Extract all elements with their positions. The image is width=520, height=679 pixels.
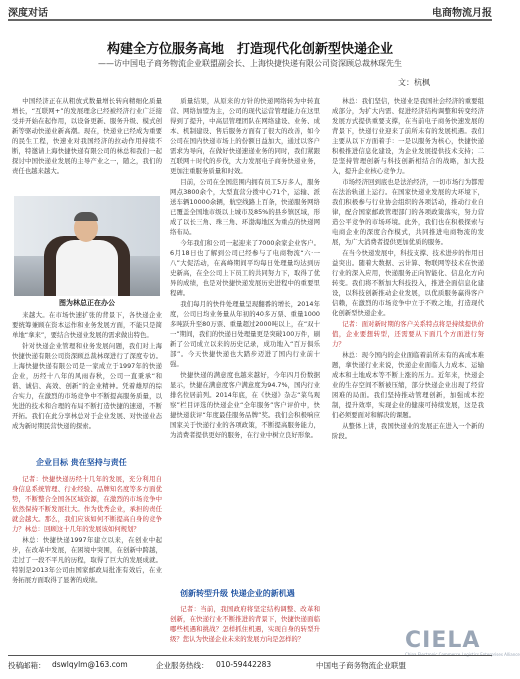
section-label: 深度对话 bbox=[8, 8, 48, 19]
paragraph: 林总：现今国内的企业面临着前所未有的高成本难题，拿快递行业来说，快递企业面临人力成本、运输成本和土地成本等不断上涨的压力。近年来，快递企业的生存空间不断被压缩，部分快递企业出现了经营困难的局面。我们坚持推动管理创新，加强成本控制，提升效率，实现企业的健康可持续发展，这是我们必须要面对和解决的课题。 bbox=[332, 351, 484, 419]
photo-person-hair bbox=[74, 212, 98, 221]
section-heading-1: 企业目标 贵在坚持与责任 bbox=[36, 458, 127, 467]
paragraph: 林总：快捷快递1997年建立以来，在创业中起步，在改革中发展，在困境中突围，在创新中跨越，走过了一段不平凡的历程，取得了巨大的发展成就。特别是2013年公司由国家邮政局批准有效后，在业务拓展方面取得了显著的成绩。 bbox=[12, 536, 162, 584]
column-1-bottom bbox=[12, 474, 162, 586]
sponsor-name: 中国电子商务物流企业联盟 bbox=[316, 661, 406, 670]
paragraph: 我们每月的快件处理量呈现翻番的增长，2014年度，公司日均业务量从年初的40多万票、重量1000多吨跃升至80万票、重量超过2000吨以上，在“双十一”期间，我们的快递日处理量更是突破100万件，刷新了公司成立以来的历史记录，成功地入“百万俱乐部”。今天快捷快递也大踏步迈进了国内行业前十强。 bbox=[170, 300, 320, 368]
paragraph: 从整体上讲，我国快递业的发展正在进入一个新的阶段。 bbox=[332, 422, 484, 440]
column-2-bottom bbox=[170, 604, 320, 645]
portrait-photo bbox=[14, 196, 160, 296]
paragraph: 市场经济回到底也是法治经济，一切市场行为都需在法治轨道上运行。在国家快递业发展的大环境下，我们积极参与行业协会组织的各项活动，推动行业自律，配合国家邮政管理部门的各项政策落实，努力营造公平竞争的市场环境。此外，我们也在积极探索与电商企业的深度合作模式，共同推进电商物流的发展，为广大消费者提供更加优质的服务。 bbox=[332, 178, 484, 246]
watermark-text: China Electronic Commerce Logistics Enterprises Alliance bbox=[405, 652, 520, 657]
article-author: 文：杭枫 bbox=[398, 78, 430, 87]
paragraph: 今年我们和公司一起迎来了7000余家企业客户。6月18日也了解到公司已经参与了电商物流“六·一八”大促活动，在高峰期间平均每日处理量均达到历史新高，在全公司上下员工的共同努力下，取得了优异的成绩，也是对快捷快递发展历史进程中的重要里程碑。 bbox=[170, 239, 320, 297]
paragraph: 林总：我们坚信，快递业是我国社会经济的重要组成部分，为扩大内需、促进经济结构调整和转变经济发展方式提供重要支撑，在当前电子商务快速发展的背景下，快递行业迎来了前所未有的发展机遇。我们主要从以下方面着手：一是以服务为核心，快捷快递积极推进信息化建设，为企业发展提供技术支持；二是坚持管理创新与科技创新相结合的战略，加大投入，提升企业核心竞争力。 bbox=[332, 97, 484, 175]
paragraph: 针对快递企业管理和业务发展问题，我们对上海快捷快递有限公司资深顾总裁林琛进行了深度专访。上海快捷快递有限公司是一家成立于1997年的快递企业，历经十八年的风雨春秋，公司一直秉承“和谐、诚信、高效、创新”的企业精神。凭着雄厚的综合实力，在激烈的市场竞争中不断提高服务质量，以先进的技术和合理的布局不断打造快捷的速递，不断开拓。我们在此分享林总对于企业发展、对快递业态成为新时期民营快递的探索。 bbox=[12, 342, 162, 430]
header-rule bbox=[8, 19, 492, 21]
column-1-top bbox=[12, 96, 162, 177]
magazine-name: 电商物流月报 bbox=[432, 8, 492, 19]
email-label: 投稿邮箱： bbox=[8, 661, 46, 670]
paragraph-question: 记者：当前，我国政府将坚定结构调整、改革和创新，在快递行业不断推进的背景下，快捷快递面临哪些机遇和挑战？怎样抓住机遇，实现自身的转型升级？您认为快递企业未来的发展方向是怎样的？ bbox=[170, 605, 320, 643]
phone-number: 010-59442283 bbox=[216, 660, 272, 669]
paragraph: 在当今快递发展中，科技支撑、技术进步的作用日益突出。随着大数据、云计算、物联网等技术在快递行业的深入应用，快递服务正向智能化、信息化方向转变。我们将不断加大科技投入，推进全面信息化建设，以科技创新推动企业发展，以优质服务赢得客户信赖，在激烈的市场竞争中立于不败之地，打造现代化创新型快递企业。 bbox=[332, 249, 484, 317]
paragraph: 质量结果，从原来的方针的快递网络转为中转直营、网络加盟为主，公司的现代运营管理能力在这里得到了提升，中高层管理团队在网络建设、业务、成本、机制建设、售后服务方面有了很大的改善，如今公司在国内快递市场上的份额日益加大，通过以客户需求为导向，在做好快递速递业务的同时，我们紧跟互联网＋时代的步伐，大力发展电子商务快递业务，更加注重服务质量和时效。 bbox=[170, 97, 320, 175]
paragraph-question: 记者：快捷快递历经十几年的发展，充分利用自身信息系统管理、行业经验、品牌知名度等多方面优势，不断整合全国各区域资源，在激烈的市场竞争中依然保持不断发展壮大。作为优秀企业，承担的责任就会越大。那么，我们应该如何不断提高自身的竞争力？林总：回顾这十几年的发展该如何规划？ bbox=[12, 475, 162, 533]
column-1-middle bbox=[12, 310, 162, 432]
phone-label: 企业服务热线： bbox=[156, 661, 209, 670]
watermark-logo: CIELA bbox=[405, 628, 481, 653]
paragraph: 快捷快递的满意度也越来越好，今年四月份数据显示，快捷在满意度客户满意度为94.7%，国内行业排名位居前列。2014年底，在《快递》杂志“菜鸟观察”栏目评选的快递企业“全年服务”客户评价中，快捷快递获评“年度最佳服务品牌”奖。我们会积极响应国家关于快递行业的各项政策，不断提高服务能力，为消费者提供更好的服务，在行业中树立良好形象。 bbox=[170, 371, 320, 439]
paragraph: 来越大。在市场快速扩张的背景下，各快递企业要统筹兼顾在资本运作和业务发展方面，不能只是简单地“拿来”，要结合快递业发展的需求做出特色。 bbox=[12, 311, 162, 339]
column-3 bbox=[332, 96, 484, 442]
section-heading-2: 创新转型升级 快递企业的新机遇 bbox=[180, 589, 295, 598]
paragraph: 中国经济正在从粗放式数量增长转向精细化质量增长，“互联网+”的发展理念已经被经济行业广泛接受并开始在起作用，以设备更新、服务升级、模式创新等驱动快递业新高潮。现在，快递业已经成为重要的民生工程，快速业对我国经济的拉动作用持续不断，特邀请上海快捷快递有限公司的林总和我们一起探讨中国快递业发展的主导产业之一，随之，我们的责任也越来越大。 bbox=[12, 97, 162, 175]
paragraph: 目前，公司在全国范围内拥有员工5万多人，服务网点3800余个，大型直营分拨中心71个，运输、派送车辆10000余辆，航空线路上百条，快递服务网络已覆盖全国地市级以上城市及85%的县乡镇区域，形成了以长三角、珠三角、环渤海地区为重点的快递网络布局。 bbox=[170, 178, 320, 236]
page-header bbox=[8, 4, 492, 20]
column-2-top bbox=[170, 96, 320, 441]
photo-person-body bbox=[56, 240, 118, 296]
article-subtitle: ——访中国电子商务物流企业联盟副会长、上海快捷快递有限公司资深顾总裁林琛先生 bbox=[98, 59, 402, 68]
page-footer bbox=[8, 655, 492, 674]
email-link[interactable]: dswlqylm@163.com bbox=[52, 660, 128, 669]
paragraph-question: 记者：面对新时期的客户关系特点将是持续提供价值，企业要想转型，还需要从下面几个方面进行努力？ bbox=[332, 320, 484, 348]
photo-caption: 图为林总正在办公 bbox=[59, 299, 115, 307]
article-title: 构建全方位服务高地 打造现代化创新型快递企业 bbox=[106, 42, 393, 57]
